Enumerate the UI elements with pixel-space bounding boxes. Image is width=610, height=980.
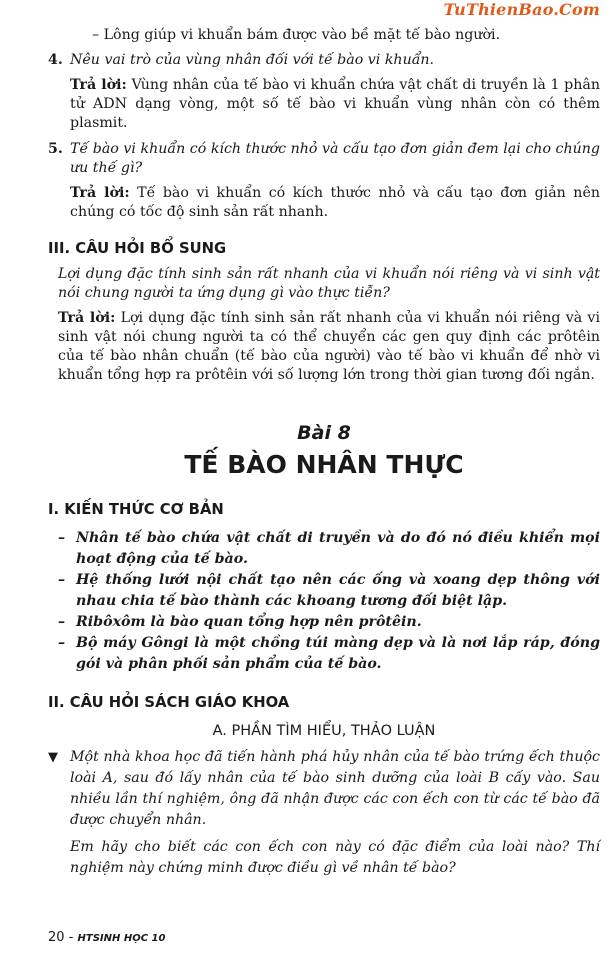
discussion-block	[48, 747, 600, 879]
discussion-text	[70, 747, 600, 879]
section-iii-question: Lợi dụng đặc tính sinh sản rất nhanh của vi khuẩn nói riêng và vi sinh vật nói chung người ta ứng dụng gì vào thực tiễn?	[58, 266, 600, 301]
dash-marker: –	[58, 530, 66, 546]
section-iii-answer-text: Lợi dụng đặc tính sinh sản rất nhanh của vi khuẩn nói riêng và vi sinh vật nói chung người ta có thể chuyển các gen quy định các prôtêin của tế bào nhân chuẩn (tế bào của người) vào tế bào vi khuẩn để nhờ vi khuẩn tổng hợp ra prôtêin với số lượng lớn trong thời gian tương đối ngắn.	[58, 310, 600, 383]
lesson-label: Bài 8	[297, 422, 351, 444]
page-content	[48, 26, 600, 879]
page-number: 20	[48, 930, 65, 945]
question-4	[48, 51, 600, 70]
discussion-paragraph-2: Em hãy cho biết các con ếch con này có đặc điểm của loài nào? Thí nghiệm này chứng minh được điều gì về nhân tế bào?	[70, 839, 600, 876]
list-item: – Hệ thống lưới nội chất tạo nên các ống và xoang dẹp thông với nhau chia tế bào thành các khoang tương đối biệt lập.	[58, 570, 600, 612]
answer-label: Trả lời:	[70, 185, 130, 201]
section-ii-subheading: A. PHẦN TÌM HIỂU, THẢO LUẬN	[212, 723, 436, 739]
page-footer	[48, 930, 165, 945]
section-iii-heading: III. CÂU HỎI BỔ SUNG	[48, 240, 227, 257]
cilia-dash-line: – Lông giúp vi khuẩn bám được vào bề mặt tế bào người.	[92, 27, 501, 43]
question-4-text: Nêu vai trò của vùng nhân đối với tế bào vi khuẩn.	[70, 52, 435, 68]
answer-label: Trả lời:	[70, 77, 127, 93]
question-5-answer	[48, 184, 600, 222]
question-5-number: 5.	[48, 141, 63, 157]
discussion-paragraph-1: Một nhà khoa học đã tiến hành phá hủy nhân của tế bào trứng ếch thuộc loài A, sau đó lấy nhân của tế bào sinh dưỡng của loài B cấy vào. Sau nhiều lần thí nghiệm, ông đã nhận được các con ếch con từ các tế bào đã được chuyển nhân.	[70, 749, 600, 828]
question-4-answer	[48, 76, 600, 133]
question-5-answer-text: Tế bào vi khuẩn có kích thước nhỏ và cấu tạo đơn giản nên chúng có tốc độ sinh sản rất nhanh.	[70, 185, 600, 220]
question-4-answer-text: Vùng nhân của tế bào vi khuẩn chứa vật chất di truyền là 1 phân tử ADN dạng vòng, một số tế bào vi khuẩn vùng nhân còn có thêm plasmit.	[70, 77, 600, 131]
section-ii-heading: II. CÂU HỎI SÁCH GIÁO KHOA	[48, 694, 290, 711]
list-item: – Bộ máy Gôngi là một chồng túi màng dẹp và là nơi lắp ráp, đóng gói và phân phối sản phẩm của tế bào.	[58, 633, 600, 675]
lesson-title: TẾ BÀO NHÂN THỰC	[184, 450, 464, 479]
question-5-text: Tế bào vi khuẩn có kích thước nhỏ và cấu tạo đơn giản đem lại cho chúng ưu thế gì?	[70, 141, 600, 176]
question-4-number: 4.	[48, 52, 63, 68]
footer-separator: -	[64, 930, 78, 945]
dash-marker: –	[58, 614, 66, 630]
book-title: HTSINH HỌC 10	[77, 933, 166, 944]
triangle-down-icon: ▼	[48, 750, 58, 765]
section-iii-body	[48, 265, 600, 385]
dash-marker: –	[58, 635, 66, 651]
basic-knowledge-list	[48, 528, 600, 675]
question-5	[48, 140, 600, 178]
section-iii-answer	[58, 309, 600, 385]
dash-marker: –	[58, 572, 66, 588]
section-i-heading: I. KIẾN THỨC CƠ BẢN	[48, 501, 224, 518]
answer-label: Trả lời:	[58, 310, 116, 326]
list-item: – Nhân tế bào chứa vật chất di truyền và do đó nó điều khiển mọi hoạt động của tế bào.	[58, 528, 600, 570]
list-item: – Ribôxôm là bào quan tổng hợp nên prôtêin.	[58, 612, 600, 633]
site-watermark: TuThienBao.Com	[443, 0, 600, 19]
